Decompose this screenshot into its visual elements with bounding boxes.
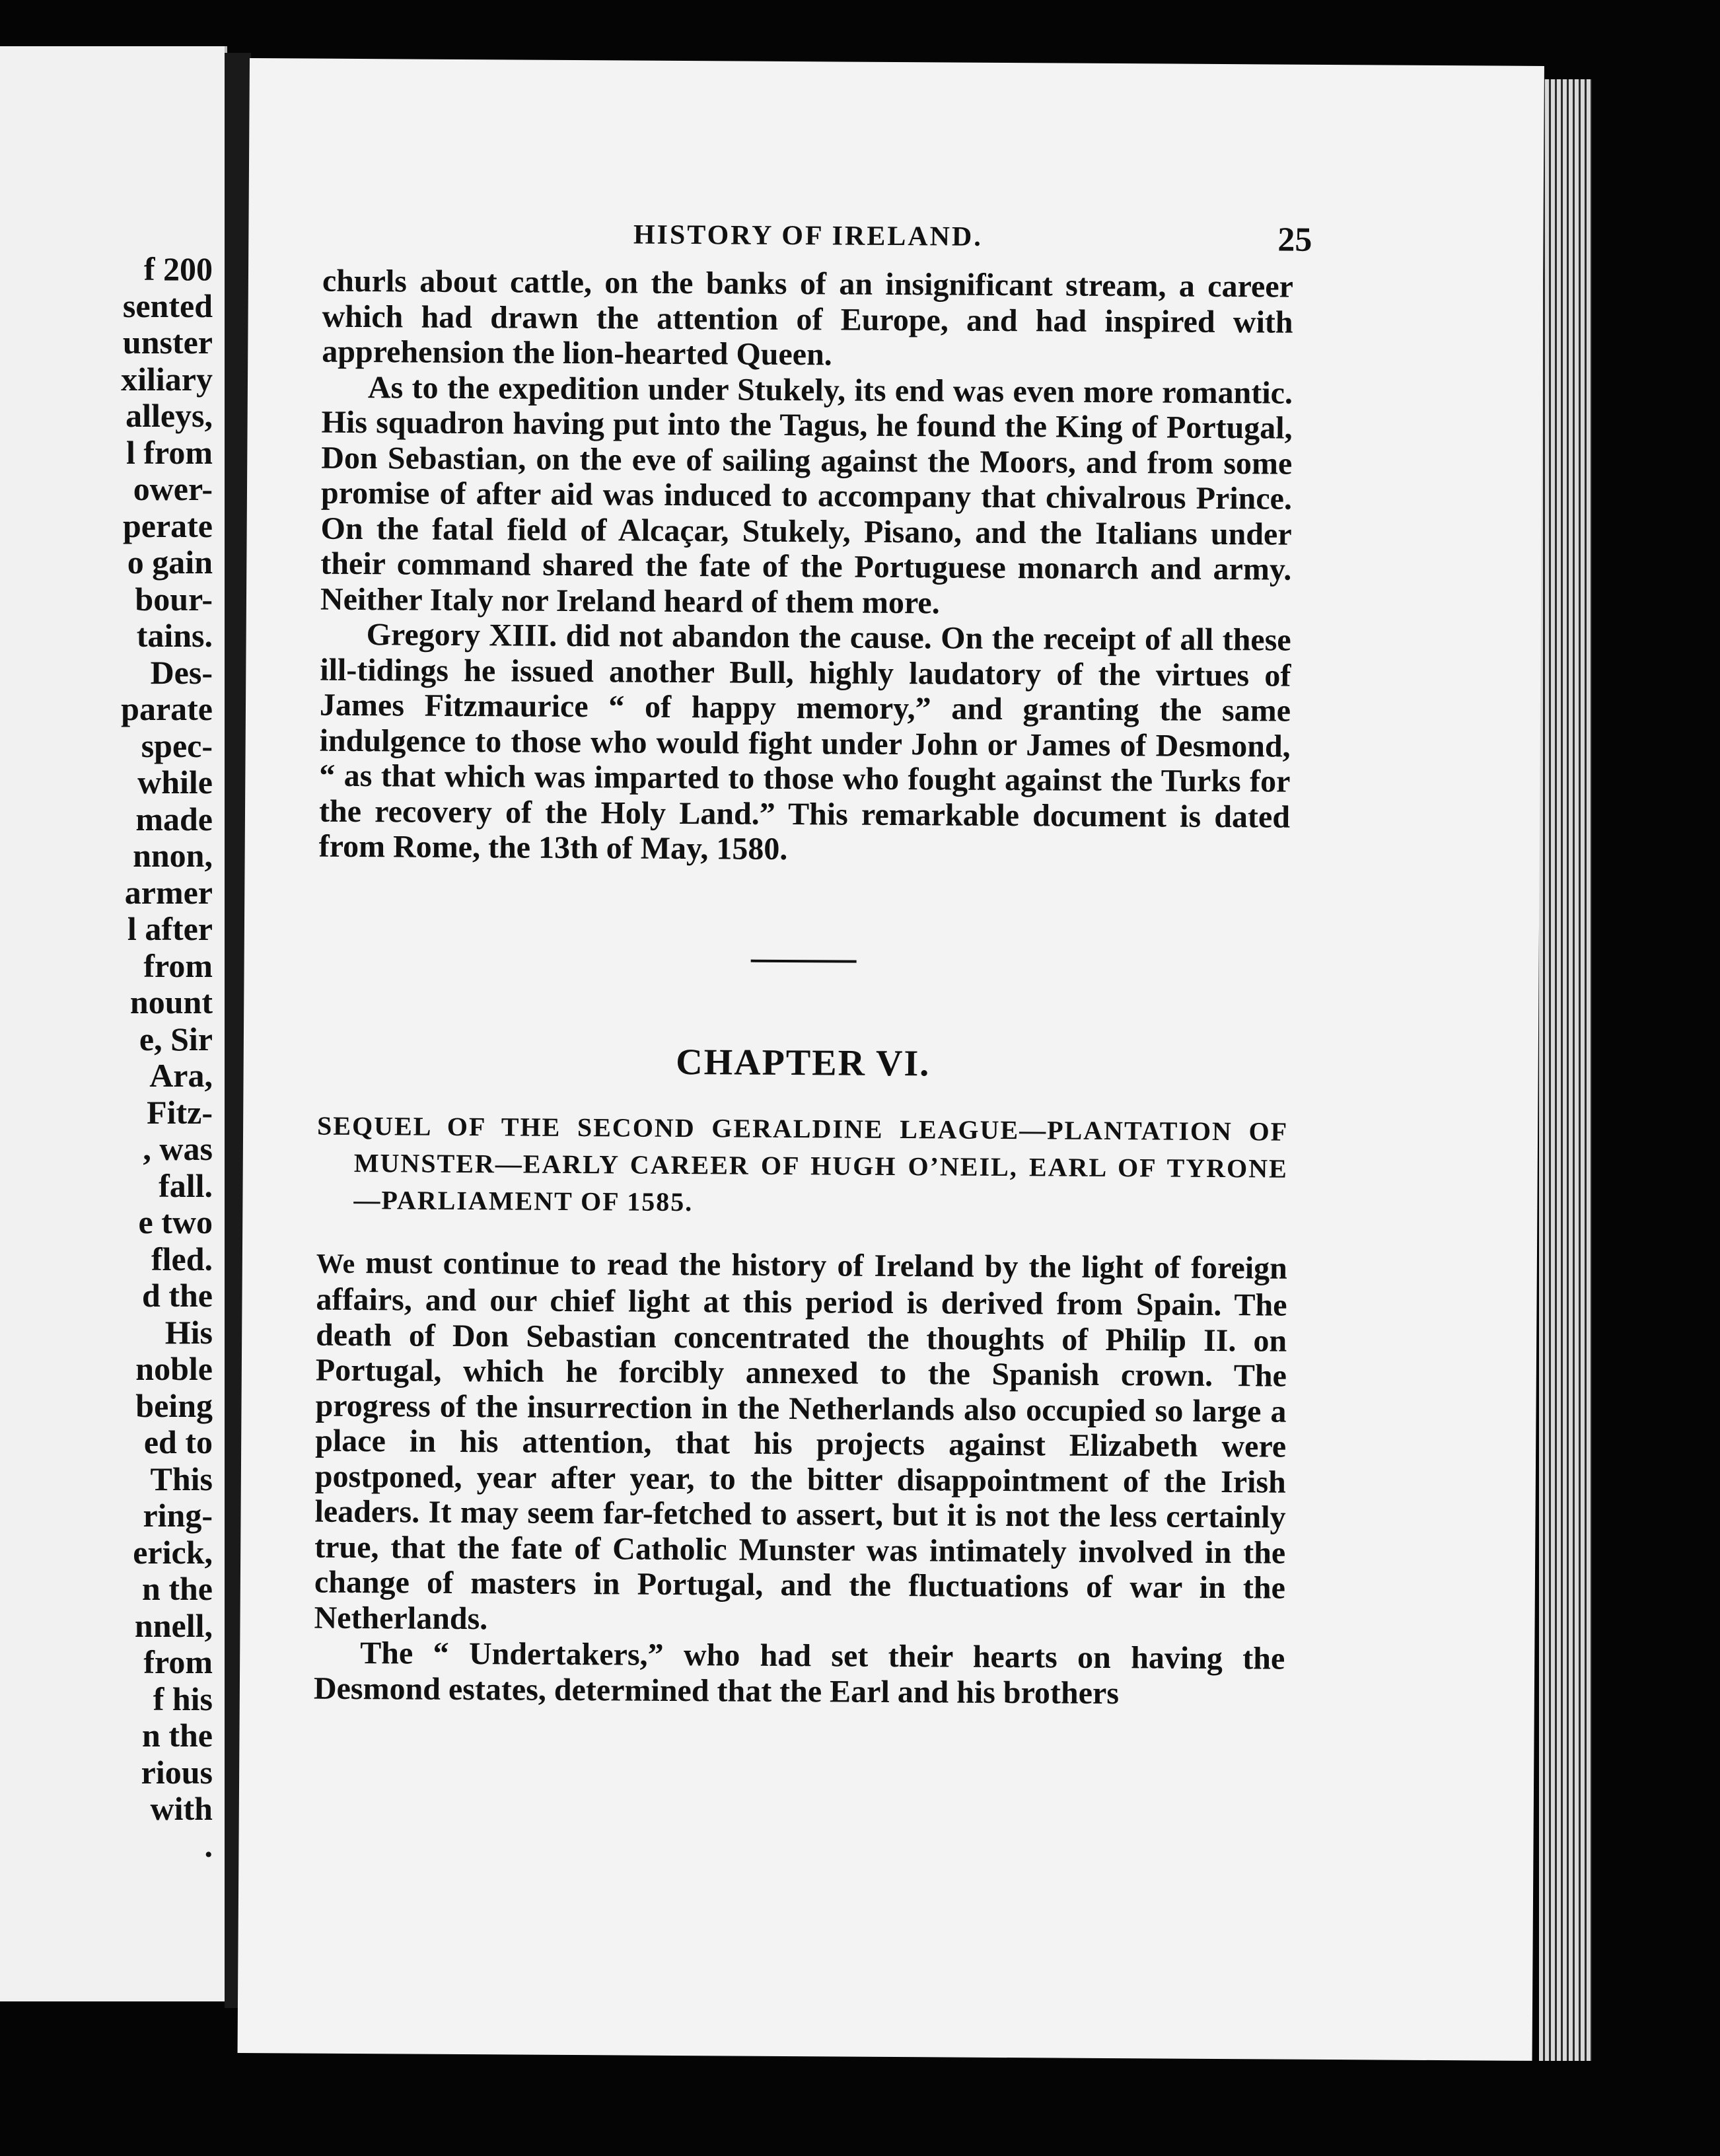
facing-line: with xyxy=(150,1790,213,1827)
facing-line: while xyxy=(137,764,213,801)
facing-line: made xyxy=(135,800,213,838)
facing-line: f 200 xyxy=(143,250,213,287)
facing-line: e two xyxy=(138,1204,213,1240)
facing-line: . xyxy=(204,1826,213,1864)
facing-line: , was xyxy=(143,1130,213,1167)
facing-line: nnon, xyxy=(133,837,213,874)
facing-line: l from xyxy=(126,433,213,471)
facing-line: noble xyxy=(135,1350,213,1387)
facing-line: e, Sir xyxy=(139,1020,213,1058)
facing-line: ring- xyxy=(143,1497,213,1534)
facing-line: armer xyxy=(124,873,213,911)
facing-line: xiliary xyxy=(121,360,213,398)
facing-line: erick, xyxy=(133,1533,213,1571)
facing-line: bour- xyxy=(135,580,213,618)
facing-line: d the xyxy=(142,1277,213,1314)
page-number: 25 xyxy=(1277,221,1312,259)
facing-line: His xyxy=(164,1313,213,1351)
facing-line: alleys, xyxy=(125,397,213,434)
facing-line: being xyxy=(135,1386,213,1424)
facing-line: Fitz- xyxy=(147,1093,213,1131)
facing-line: Ara, xyxy=(149,1057,213,1094)
facing-line: spec- xyxy=(141,727,213,764)
facing-line: fled. xyxy=(151,1240,213,1277)
paragraph-text: must continue to read the history of Ireland by the light of foreign affairs, and our chief light at this period is derived from Spain. The death of Don Sebastian concentrated the thoughts of Philip II. on Portugal, which he forcibly annexed to the Spanish crown. The progress of the insurrection in the Netherlands also occupied so large a place in his attention, that his projects against Elizabeth were postponed, year after year, to the bitter disappointment of the Irish leaders. It may seem far-fetched to assert, but it is not the less certainly true, that the fate of Catholic Munster was intimately involved in the change of masters in Portugal, and the fluctuations of war in the Netherlands. xyxy=(314,1244,1288,1636)
facing-line: sented xyxy=(122,287,213,324)
running-title: HISTORY OF IRELAND. xyxy=(633,219,983,252)
paragraph: As to the expedition under Stukely, its end was even more romantic. His squadron having put into the Tagus, he found the King of Portugal, Don Sebastian, on the eve of sailing against the Moors, and from some promise of after aid was induced to accompany that chivalrous Prince. On the fatal field of Alcaçar, Stukely, Pisano, and the Italians under their command shared the fate of the Portuguese monarch and army. Neither Italy nor Ireland heard of them more. xyxy=(320,369,1293,620)
paragraph: The “ Undertakers,” who had set their hearts on having the Desmond estates, determined that the Earl and his brothers xyxy=(313,1635,1285,1711)
facing-line: This xyxy=(150,1460,213,1497)
section-rule xyxy=(751,959,857,962)
book-page xyxy=(238,58,1544,2061)
facing-line: ed to xyxy=(143,1423,213,1460)
facing-line: nount xyxy=(129,984,213,1021)
facing-line: perate xyxy=(122,507,213,544)
chapter-heading: CHAPTER VI. xyxy=(676,1041,931,1084)
facing-line: unster xyxy=(122,324,213,361)
facing-line: o gain xyxy=(127,544,213,581)
paragraph: Gregory XIII. did not abandon the cause. On the receipt of all these ill-tidings he issued another Bull, highly laudatory of the virtues of James Fitzmaurice “ of happy memory,” and granting the same indulgence to those who would fight under John or James of Desmond, “ as that which was imparted to those who fought against the Turks for the recovery of the Holy Land.” This remarkable document is dated from Rome, the 13th of May, 1580. xyxy=(318,617,1291,867)
facing-line: tains. xyxy=(136,617,213,654)
facing-line: from xyxy=(143,947,213,984)
opening-word: We xyxy=(316,1248,355,1279)
facing-page-left xyxy=(0,46,227,2001)
facing-line: ower- xyxy=(133,470,213,507)
chapter-summary: SEQUEL OF THE SECOND GERALDINE LEAGUE—PLANTATION OF MUNSTER—EARLY CAREER OF HUGH O’NEIL, EARL OF TYRONE—PARLIAMENT OF 1585. xyxy=(316,1110,1289,1217)
facing-line: l after xyxy=(127,910,213,947)
paragraph: churls about cattle, on the banks of an insignificant stream, a career which had drawn the attention of Europe, and had inspired with apprehension the lion-hearted Queen. xyxy=(322,263,1294,373)
facing-line: n the xyxy=(142,1717,213,1754)
paragraph xyxy=(314,1244,1287,1641)
facing-line: rious xyxy=(141,1753,213,1791)
facing-line: nnell, xyxy=(134,1606,213,1644)
facing-line: n the xyxy=(142,1570,213,1607)
facing-line: parate xyxy=(121,690,213,727)
running-head xyxy=(322,217,1312,270)
facing-page-text xyxy=(15,251,213,1864)
page-content xyxy=(313,217,1312,1712)
facing-line: fall. xyxy=(159,1167,213,1204)
page-edges xyxy=(1539,79,1592,2061)
facing-line: f his xyxy=(153,1680,213,1717)
facing-line: from xyxy=(143,1643,213,1680)
facing-line: Des- xyxy=(150,653,213,691)
